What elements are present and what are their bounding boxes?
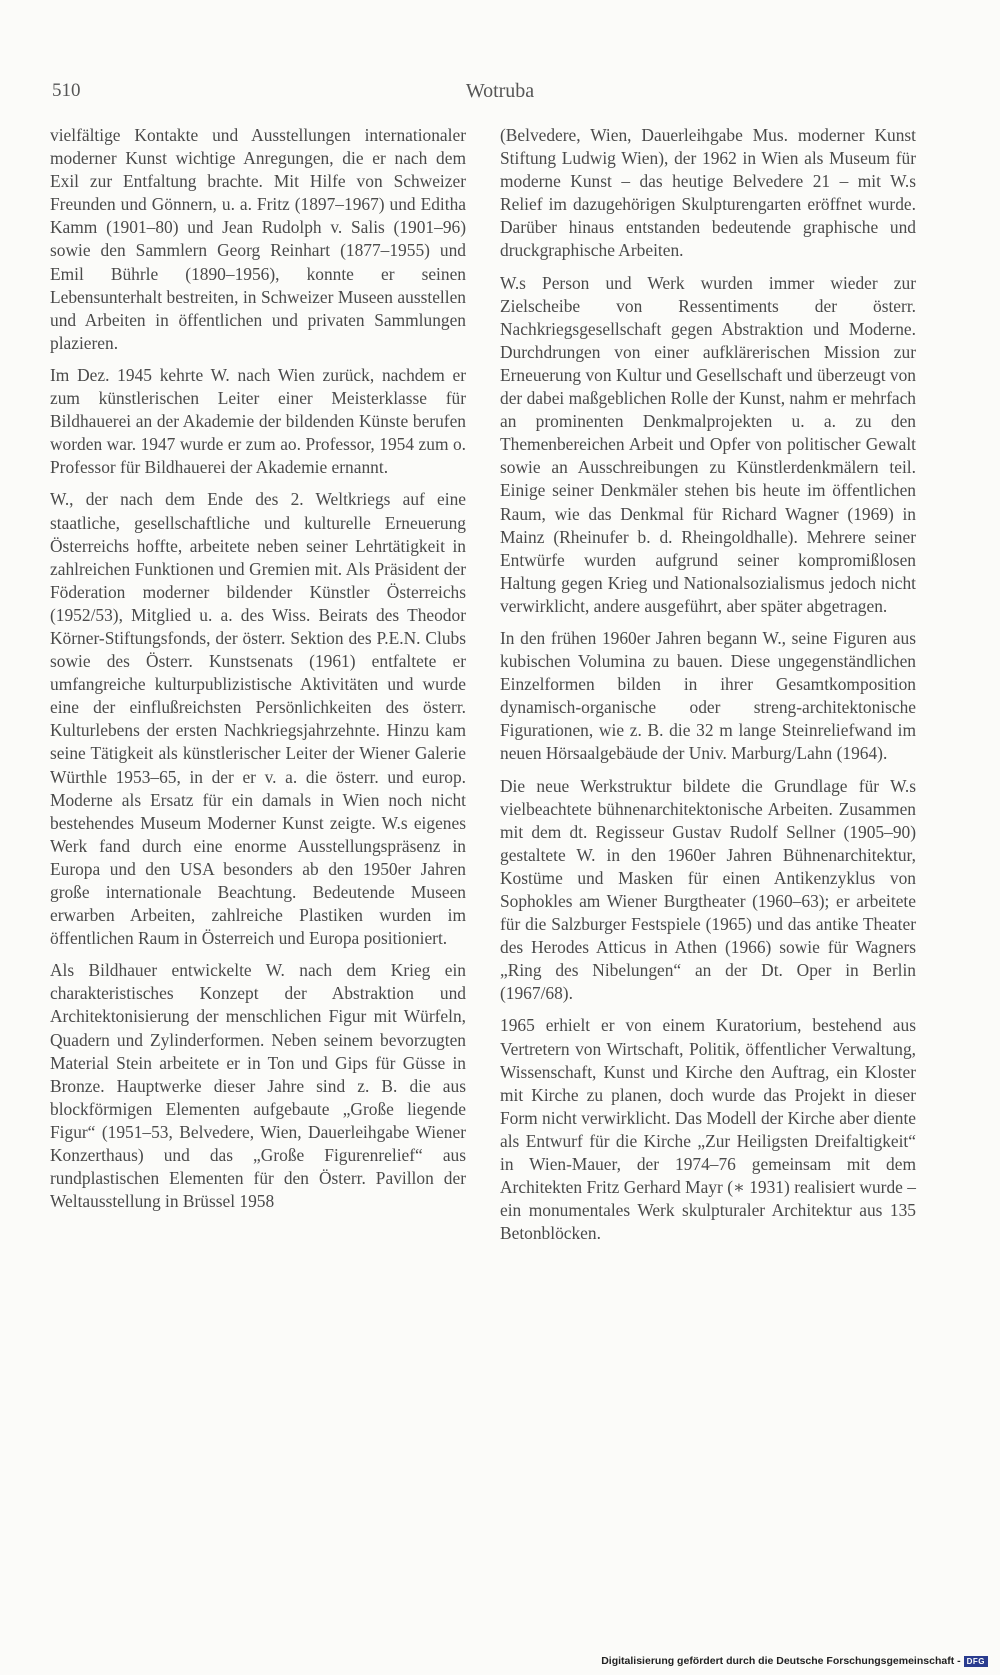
paragraph: In den frühen 1960er Jahren begann W., seine Figuren aus kubischen Volumina zu bauen. Diese ungegenständlichen Einzelformen bilden in ihrer Gesamtkomposition dynamisch-organische oder streng-architektonische Figurationen, wie z. B. die 32 m lange Steinreliefwand im neuen Hörsaalgebäude der Univ. Marburg/Lahn (1964).	[500, 627, 916, 764]
paragraph: Die neue Werkstruktur bildete die Grundlage für W.s vielbeachtete bühnenarchitektonische Arbeiten. Zusammen mit dem dt. Regisseur Gustav Rudolf Sellner (1905–90) gestaltete W. in den 1960er Jahren Bühnenarchitektur, Kostüme und Masken für einen Antikenzyklus von Sophokles am Wiener Burgtheater (1960–63); er arbeitete für die Salzburger Festspiele (1965) und das antike Theater des Herodes Atticus in Athen (1966) sowie für Wagners „Ring des Nibelungen“ an der Dt. Oper in Berlin (1967/68).	[500, 775, 916, 1004]
page-number: 510	[52, 80, 81, 101]
paragraph: 1965 erhielt er von einem Kuratorium, bestehend aus Vertretern von Wirtschaft, Politik, öffentlicher Verwaltung, Wissenschaft, Kunst und Kirche den Auftrag, ein Kloster mit Kirche zu planen, doch wurde das Projekt in dieser Form nicht verwirklicht. Das Modell der Kirche aber diente als Entwurf für die Kirche „Zur Heiligsten Dreifaltigkeit“ in Wien-Mauer, der 1974–76 gemeinsam mit dem Architekten Fritz Gerhard Mayr (∗ 1931) realisiert wurde – ein monumentales Werk skulpturaler Architektur aus 135 Betonblöcken.	[500, 1015, 916, 1244]
paragraph: Im Dez. 1945 kehrte W. nach Wien zurück, nachdem er zum künstlerischen Leiter einer Meisterklasse für Bildhauerei an der Akademie der bildenden Künste berufen worden war. 1947 wurde er zum ao. Professor, 1954 zum o. Professor für Bildhauerei der Akademie ernannt.	[50, 364, 466, 478]
digitization-footer	[601, 1655, 988, 1667]
paragraph: W., der nach dem Ende des 2. Weltkriegs auf eine staatliche, gesellschaftliche und kulturelle Erneuerung Österreichs hoffte, arbeitete neben seiner Lehrtätigkeit in zahlreichen Funktionen und Gremien mit. Als Präsident der Föderation moderner bildender Künstler Österreichs (1952/53), Mitglied u. a. des Wiss. Beirats des Theodor Körner-Stiftungsfonds, der österr. Sektion des P.E.N. Clubs sowie des Österr. Kunstsenats (1961) entfaltete er umfangreiche kulturpublizistische Aktivitäten und wurde eine der einflußreichsten Persönlichkeiten des österr. Kulturlebens der ersten Nachkriegsjahrzehnte. Hinzu kam seine Tätigkeit als künstlerischer Leiter der Wiener Galerie Würthle 1953–65, in der er v. a. die österr. und europ. Moderne als Ersatz für ein damals in Wien noch nicht bestehendes Museum Moderner Kunst zeigte. W.s eigenes Werk fand durch eine enorme Ausstellungspräsenz in Europa und den USA besonders ab den 1950er Jahren große internationale Beachtung. Bedeutende Museen erwarben Arbeiten, zahlreiche Plastiken wurden im öffentlichen Raum in Österreich und Europa positioniert.	[50, 489, 466, 949]
right-column	[500, 124, 916, 1254]
paragraph: (Belvedere, Wien, Dauerleihgabe Mus. moderner Kunst Stiftung Ludwig Wien), der 1962 in Wien als Museum für moderne Kunst – das heutige Belvedere 21 – mit W.s Relief im dazugehörigen Skulpturengarten eröffnet wurde. Darüber hinaus entstanden bedeutende graphische und druckgraphische Arbeiten.	[500, 125, 916, 261]
footer-text: Digitalisierung gefördert durch die Deutsche Forschungsgemeinschaft -	[601, 1655, 961, 1667]
dfg-logo: DFG	[964, 1656, 988, 1667]
running-head: Wotruba	[465, 80, 535, 102]
paragraph: W.s Person und Werk wurden immer wieder zur Zielscheibe von Ressentiments der österr. Nachkriegsgesellschaft gegen Abstraktion und Moderne. Durchdrungen von einer aufklärerischen Mission zur Erneuerung von Kultur und Gesellschaft und überzeugt von der dabei maßgeblichen Rolle der Kunst, nahm er mehrfach an prominenten Denkmalprojekten u. a. zu den Themenbereichen Arbeit und Opfer von politischer Gewalt sowie an Ausschreibungen zu Künstlerdenkmälern teil. Einige seiner Denkmäler stehen bis heute im öffentlichen Raum, wie das Denkmal für Richard Wagner (1969) in Mainz (Rheinufer b. d. Rheingoldhalle). Mehrere seiner Entwürfe wurden aufgrund seiner kompromißlosen Haltung gegen Krieg und Nationalsozialismus jedoch nicht verwirklicht, andere ausgeführt, aber später abgetragen.	[500, 272, 916, 616]
paragraph: vielfältige Kontakte und Ausstellungen internationaler moderner Kunst wichtige Anregungen, die er nach dem Exil zur Entfaltung brachte. Mit Hilfe von Schweizer Freunden und Gönnern, u. a. Fritz (1897–1967) und Editha Kamm (1901–80) und Jean Rudolph v. Salis (1901–96) sowie den Sammlern Georg Reinhart (1877–1955) und Emil Bührle (1890–1956), konnte er seinen Lebensunterhalt bestreiten, in Schweizer Museen ausstellen und Arbeiten in öffentlichen und privaten Sammlungen plazieren.	[50, 125, 466, 353]
paragraph: Als Bildhauer entwickelte W. nach dem Krieg ein charakteristisches Konzept der Abstraktion und Architektonisierung der menschlichen Figur mit Würfeln, Quadern und Zylinderformen. Neben seinem bevorzugten Material Stein arbeitete er in Ton und Gips für Güsse in Bronze. Hauptwerke dieser Jahre sind z. B. die aus blockförmigen Elementen aufgebaute „Große liegende Figur“ (1951–53, Belvedere, Wien, Dauerleihgabe Wiener Konzerthaus) und das „Große Figurenrelief“ aus rundplastischen Elementen für den Österr. Pavillon der Weltausstellung in Brüssel 1958	[50, 960, 466, 1212]
left-column	[50, 124, 466, 1222]
